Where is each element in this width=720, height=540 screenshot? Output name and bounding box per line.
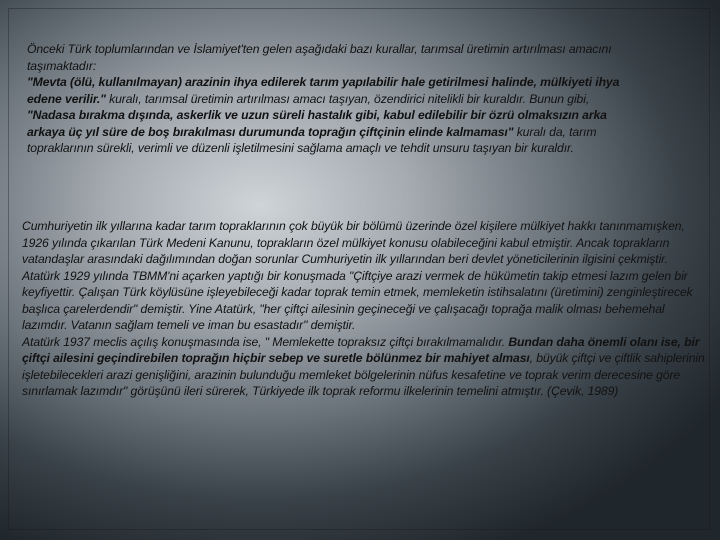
ataturk-1937-emphasis: Bundan daha önemli olanı ise, bir çiftçi ailesini geçindirebilen toprağın hiçbir sebep ve suretle bölünmez bir mahiyet alması	[22, 334, 700, 365]
intro-text: Önceki Türk toplumlarından ve İslamiyet'ten gelen aşağıdaki bazı kurallar, tarımsal üretimin artırılması amacını taşımaktadır:	[27, 42, 612, 73]
rule-nadas-explanation: kuralı da, tarım topraklarının sürekli, verimli ve düzenli işletilmesini sağlama amaçlı ve tehdit unsuru taşıyan bir kuraldır.	[27, 124, 597, 155]
civil-code-text: Cumhuriyetin ilk yıllarına kadar tarım topraklarının çok büyük bir bölümü üzerinde özel kişilere mülkiyet hakkı tanınmamışken, 1926 yılında çıkarılan Türk Medeni Kanunu, toprakların özel mülkiyet konusu olabileceğini kabul etmiştir. Ancak toprakların vatandaşlar arasındaki dağılımından doğan sorunlar Cumhuriyetin ilk yıllarından beri devlet yöneticilerinin ilgisini çekmiştir.	[22, 219, 685, 266]
rule-mevta-quote: "Mevta (ölü, kullanılmayan) arazinin ihya edilerek tarım yapılabilir hale getirilmesi halinde, mülkiyeti ihya edene verilir."	[27, 75, 620, 106]
rule-mevta-explanation: kuralı, tarımsal üretimin artırılması amacı taşıyan, özendirici nitelikli bir kuraldır. Bunun gibi,	[105, 91, 590, 106]
rule-nadas-quote: "Nadasa bırakma dışında, askerlik ve uzun süreli hastalık gibi, kabul edilebilir bir özrü olmaksızın arka arkaya üç yıl süre de boş bırakılması durumunda toprağın çiftçinin elinde kalmaması"	[27, 108, 607, 139]
ataturk-1929-speech: Atatürk 1929 yılında TBMM'ni açarken yaptığı bir konuşmada "Çiftçiye arazi vermek de hükümetin takip etmesi lazım gelen bir keyfiyettir. Çalışan Türk köylüsüne işleyebileceği kadar toprak temin etmek, memleketin istihsalatını (üretimini) zenginleştirecek başlıca çarelerdendir" demiştir. Yine Atatürk, "her çiftçi ailesinin geçineceği ve çalışacağı toprağa malik olması behemehal lazımdır. Vatanın sağlam temeli ve iman bu esastadır" demiştir.	[22, 268, 693, 332]
ataturk-1937-speech-start: Atatürk 1937 meclis açılış konuşmasında ise, " Memlekette topraksız çiftçi bırakılmamalıdır.	[22, 334, 509, 349]
ataturk-1937-speech-end: , büyük çiftçi ve çiftlik sahiplerinin işletebilecekleri arazi genişliğini, arazinin bulunduğu memleket bölgelerinin nüfus kesafetine ve toprak verim derecesine göre sınırlamak lazımdır" görüşünü ileri sürerek, Türkiyede ilk toprak reformu ilkelerinin temelini atmıştır. (Çevik, 1989)	[22, 351, 705, 398]
paragraph-republic-land-policy	[22, 218, 710, 400]
paragraph-traditional-rules	[27, 41, 639, 157]
